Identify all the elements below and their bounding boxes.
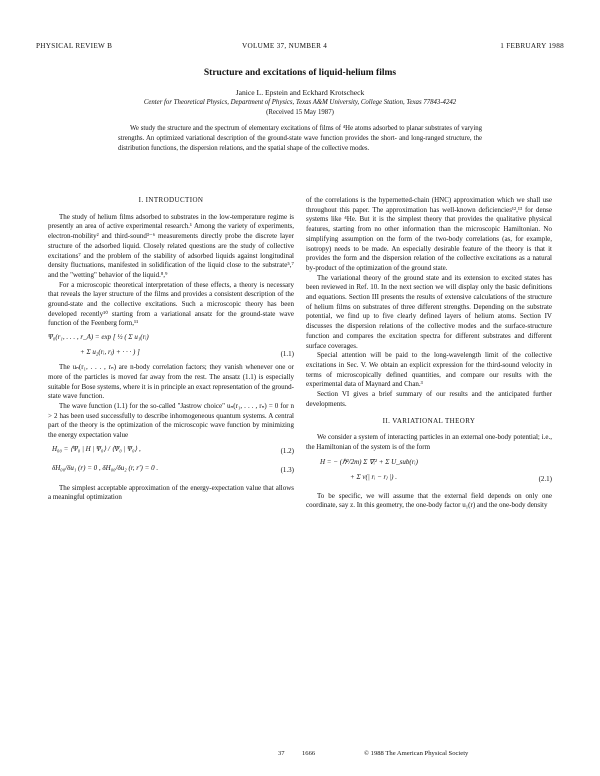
author-affiliation: Center for Theoretical Physics, Department of Physics, Texas A&M University, College Station, Texas 77843-4242: [143, 99, 457, 106]
paragraph: Special attention will be paid to the long-wavelength limit of the collective excitations in Sec. V. We obtain an explicit expression for the third-sound velocity in terms of microscopically defined quantities, and compare our results with the experimental data of Maynard and Chan.³: [306, 351, 552, 389]
paragraph: The uₙ(r₁, . . . , rₙ) are n-body correlation factors; they vanish whenever one or more of the particles is moved far away from the rest. The ansatz (1.1) is especially suitable for Bose systems, where it is in principle an exact representation of the ground-state wave function.: [48, 363, 294, 401]
equation-1-1-continued: + Σ u₂(rᵢ, rⱼ) + · · · ) ] (1.1): [80, 348, 294, 359]
left-column: [48, 196, 294, 503]
equation-2-1-continued: + Σ v(| rᵢ − rⱼ |) . (2.1): [350, 472, 552, 483]
section-heading-introduction: I. INTRODUCTION: [138, 196, 204, 204]
page-code: 1666: [302, 750, 316, 757]
equation-1-2: H₀₀ = ⟨Ψ₀ | H | Ψ₀⟩ / ⟨Ψ₀ | Ψ₀⟩ , (1.2): [52, 444, 294, 455]
running-header: [36, 42, 564, 54]
page-footer: [0, 750, 600, 762]
paragraph: The wave function (1.1) for the so-called "Jastrow choice" uₙ(r₁, . . . , rₙ) = 0 for n > 2 has been used successfully to describe inhomogeneous quantum systems. A central part of the theory is the optimization of the microscopic wave function by minimizing the energy expectation value: [48, 401, 294, 440]
received-date: (Received 15 May 1987): [266, 109, 334, 116]
journal-name: PHYSICAL REVIEW B: [36, 42, 113, 50]
issue-date: 1 FEBRUARY 1988: [500, 42, 564, 50]
article-title: Structure and excitations of liquid-helium films: [203, 68, 397, 78]
abstract: We study the structure and the spectrum of elementary excitations of films of ⁴He atoms adsorbed to planar substrates of varying strengths. An optimized variational description of the ground-state wave function provides the short- and long-ranged structure, the distribution functions, the dispersion relations, and the spatial shape of the collective modes.: [118, 125, 482, 153]
article-authors: Janice L. Epstein and Eckhard Krotscheck: [235, 88, 365, 97]
equation-label: (1.2): [280, 446, 294, 455]
equation-label: (1.3): [280, 465, 294, 474]
equation-1-3: δH₀₀/δu₁ (r) = 0 , δH₀₀/δu₂ (r, r′) = 0 . (1.3): [52, 463, 294, 474]
section-heading-variational-theory: II. VARIATIONAL THEORY: [382, 417, 476, 426]
paragraph: The simplest acceptable approximation of the energy-expectation value that allows a meaningful optimization: [48, 483, 294, 502]
paragraph: The study of helium films adsorbed to substrates in the low-temperature regime is presently an area of active experimental research.¹ Among the variety of experiments, electron-mobility² and third-sound³⁻⁶ measurements directly probe the discrete layer structure of the adsorbed liquid. Closely related questions are the study of collective excitations⁷ and the problem of the stability of adsorbed liquids against longitudinal density fluctuations, manifested in solidification of the liquid close to the substrate⁵,⁷ and the "wetting" behavior of the liquid.⁸,⁹: [48, 212, 294, 279]
paragraph: of the correlations is the hypernetted-chain (HNC) approximation which we shall use throughout this paper. The approximation has well-known deficiencies¹²,¹³ for dense systems like ⁴He. But it is the simplest theory that provides the qualitative physical features, starting from no other information than the microscopic Hamiltonian. No simplifying assumption on the form of the two-body correlations (as, for example, isotropy) needs to be made. An especially desirable feature of the theory is that it provides the form and the dispersion relation of the collective excitations as a natural by-product of the optimization of the ground state.: [306, 196, 552, 272]
equation-2-1: H = − (ℏ²/2m) Σ ∇ᵢ² + Σ U_sub(rᵢ): [320, 457, 418, 466]
volume-page-number: 37: [278, 750, 285, 757]
equation-label: (1.1): [280, 350, 294, 359]
paragraph: The variational theory of the ground state and its extension to excited states has been reviewed in Ref. 10. In the next section we will display only the basic definitions and equations. Section III presents the results of extensive calculations of the structure of helium films on substrates of three different strengths. Depending on the substrate potential, we find up to five clearly defined layers of helium atoms. Section IV discusses the dispersion relations of the collective modes and the surface-structure function and compares the excitation spectra for different substrates and different surface coverages.: [306, 273, 552, 350]
right-column: [306, 196, 552, 511]
paragraph: For a microscopic theoretical interpretation of these effects, a theory is necessary that reveals the layer structure of the films and provides a consistent description of the ground-state and the collective excitations. Such a microscopic theory has been developed recently¹⁰ starting from a variational ansatz for the ground-state wave function of the Feenberg form,¹¹: [48, 280, 294, 328]
equation-1-1: Ψ₀(r₁, . . . , r_A) = exp [ ½ ( Σ u₁(rᵢ): [48, 333, 149, 342]
paragraph: Section VI gives a brief summary of our results and the anticipated further developments.: [306, 390, 552, 408]
copyright: © 1988 The American Physical Society: [364, 750, 469, 757]
paragraph: To be specific, we will assume that the external field depends on only one coordinate, say z. In this geometry, the one-body factor u₁(r) and the one-body density: [306, 491, 552, 510]
paragraph: We consider a system of interacting particles in an external one-body potential; i.e., the Hamiltonian of the system is of the form: [306, 433, 552, 451]
volume-number: VOLUME 37, NUMBER 4: [242, 42, 328, 50]
equation-label: (2.1): [538, 474, 552, 483]
